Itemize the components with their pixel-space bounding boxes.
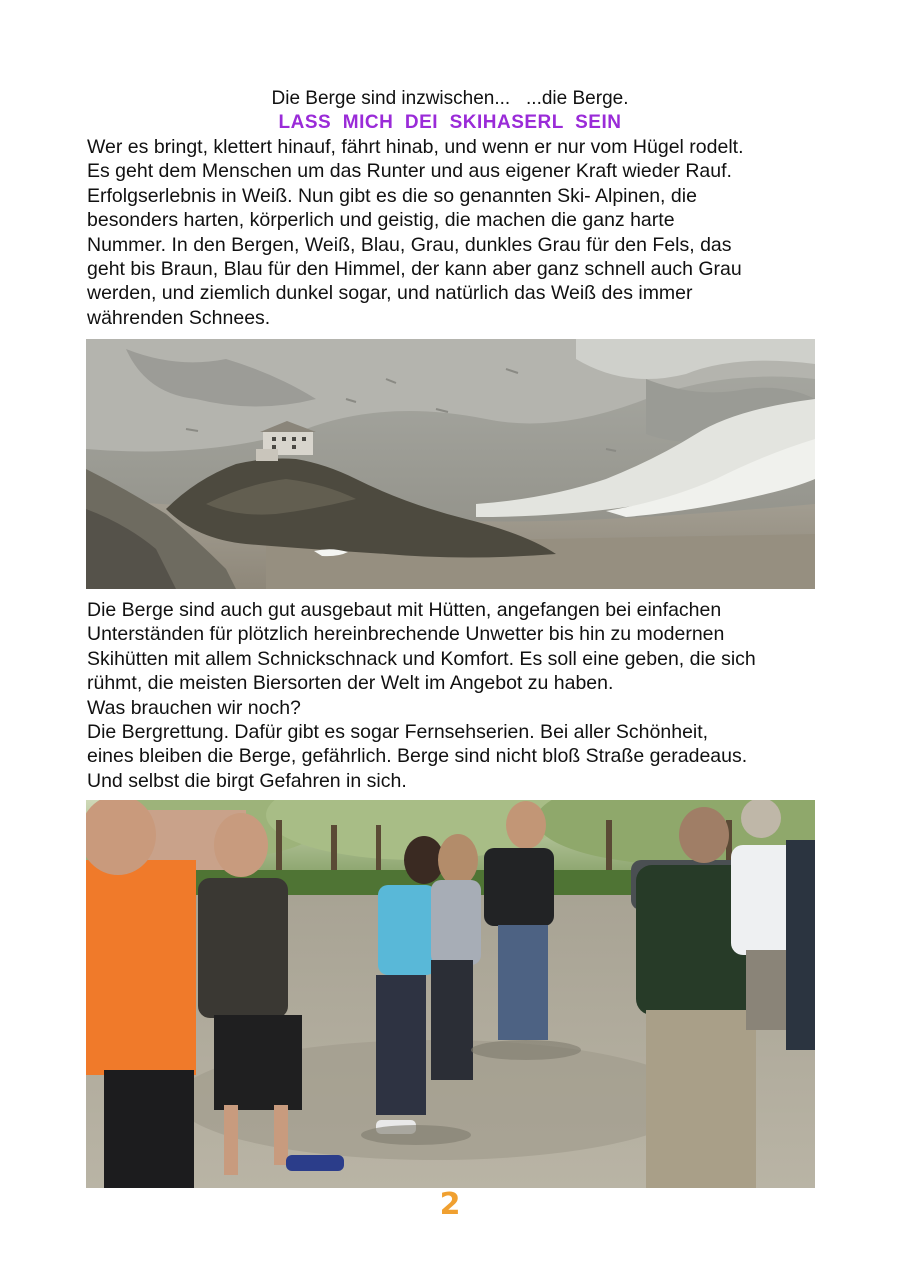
text-line: besonders harten, körperlich und geistig, die machen die ganz harte — [87, 209, 675, 232]
text-line: Erfolgserlebnis in Weiß. Nun gibt es die so genannten Ski- Alpinen, die — [87, 184, 697, 207]
header-right: ...die Berge. — [526, 88, 629, 109]
text-line: Und selbst die birgt Gefahren in sich. — [87, 769, 407, 792]
text-line: geht bis Braun, Blau für den Himmel, der kann aber ganz schnell auch Grau — [87, 258, 742, 281]
text-line: Die Berge sind auch gut ausgebaut mit Hütten, angefangen bei einfachen — [87, 599, 722, 621]
text-line: werden, und ziemlich dunkel sogar, und natürlich das Weiß des immer — [87, 282, 693, 305]
text-line: Was brauchen wir noch? — [87, 696, 301, 719]
text-line: währenden Schnees. — [87, 306, 271, 329]
page-header — [0, 87, 900, 111]
text-line: Es geht dem Menschen um das Runter und aus eigener Kraft wieder Rauf. — [87, 160, 732, 183]
paragraph-huts — [87, 598, 827, 793]
header-left: Die Berge sind inzwischen... — [271, 88, 511, 109]
text-line: Nummer. In den Bergen, Weiß, Blau, Grau, dunkles Grau für den Fels, das — [87, 233, 732, 256]
article-title: LASS MICH DEI SKIHASERL SEIN — [278, 112, 622, 133]
text-line: rühmt, die meisten Biersorten der Welt im Angebot zu haben. — [87, 672, 614, 695]
text-line: Skihütten mit allem Schnickschnack und Komfort. Es soll eine geben, die sich — [87, 647, 756, 670]
text-line: Die Bergrettung. Dafür gibt es sogar Fernsehserien. Bei aller Schönheit, — [87, 721, 709, 744]
text-line: Unterständen für plötzlich hereinbrechende Unwetter bis hin zu modernen — [87, 623, 725, 646]
glacier-hut-photo — [86, 339, 815, 589]
paragraph-intro — [87, 135, 827, 330]
group-photo — [86, 800, 815, 1188]
text-line: Wer es bringt, klettert hinauf, fährt hinab, und wenn er nur vom Hügel rodelt. — [87, 136, 744, 158]
page-number: 2 — [439, 1187, 461, 1222]
text-line: eines bleiben die Berge, gefährlich. Berge sind nicht bloß Straße geradeaus. — [87, 745, 748, 768]
